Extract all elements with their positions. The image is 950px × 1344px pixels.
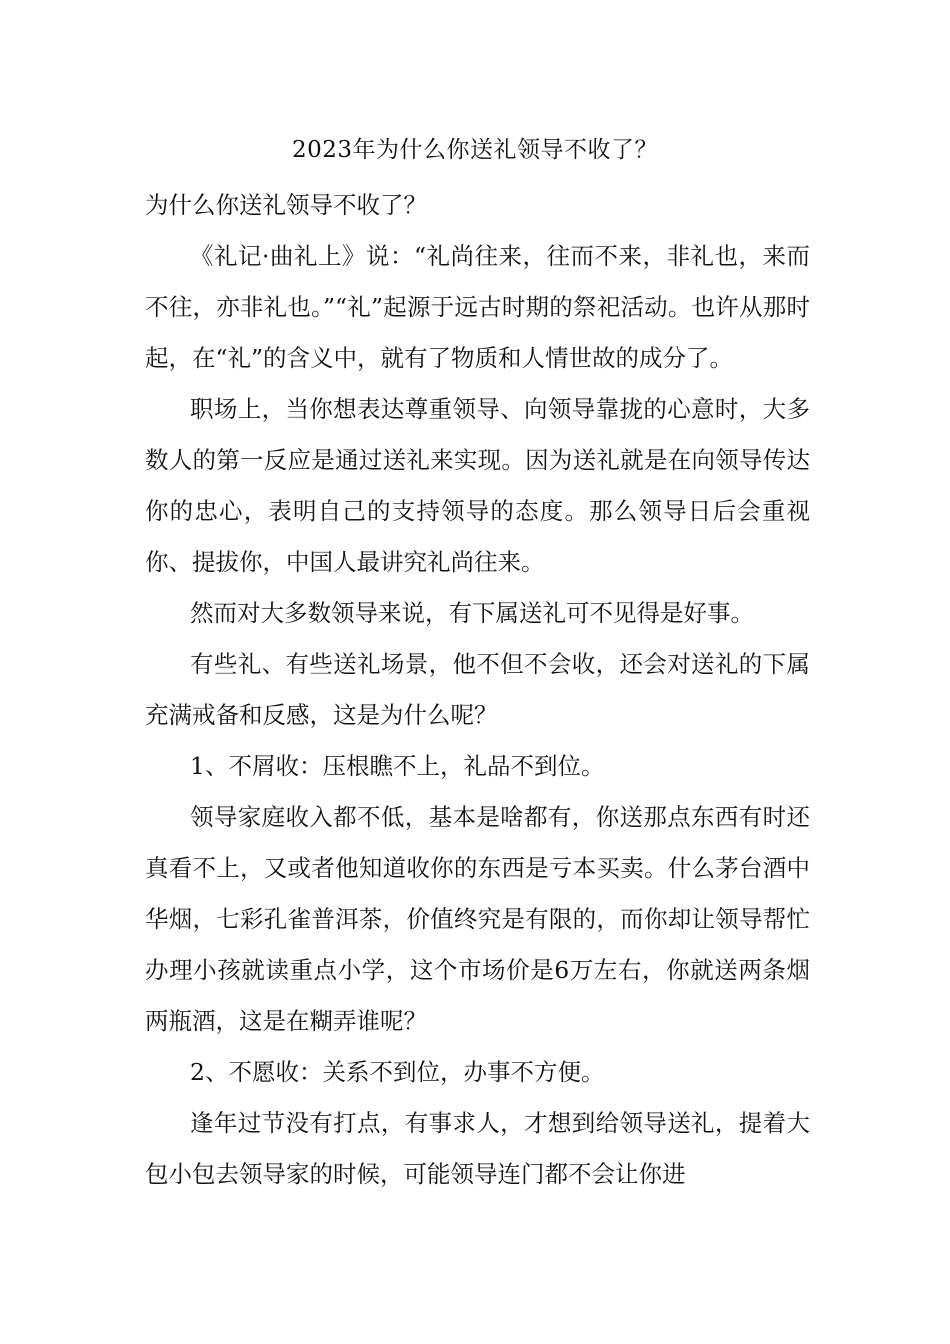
- body-paragraph: 然而对大多数领导来说，有下属送礼可不见得是好事。: [190, 599, 754, 627]
- body-paragraph: 逢年过节没有打点，有事求人，才想到给领导送礼，提着大包小包去领导家的时候，可能领导连门都不会让你进: [145, 1109, 810, 1188]
- section-heading: 2、不愿收：关系不到位，办事不方便。: [190, 1058, 605, 1086]
- body-paragraph: 有些礼、有些送礼场景，他不但不会收，还会对送礼的下属充满戒备和反感，这是为什么呢？: [145, 650, 810, 729]
- body-paragraph: 领导家庭收入都不低，基本是啥都有，你送那点东西有时还真看不上，又或者他知道收你的东西是亏本买卖。什么茅台酒中华烟，七彩孔雀普洱茶，价值终究是有限的，而你却让领导帮忙办理小孩就读重点小学，这个市场价是6万左右，你就送两条烟两瓶酒，这是在糊弄谁呢？: [145, 803, 810, 1035]
- document-body: [145, 180, 810, 1200]
- section-heading: 1、不屑收：压根瞧不上，礼品不到位。: [190, 752, 605, 780]
- document-title: 2023年为什么你送礼领导不收了？: [291, 137, 659, 163]
- body-paragraph: 职场上，当你想表达尊重领导、向领导靠拢的心意时，大多数人的第一反应是通过送礼来实现。因为送礼就是在向领导传达你的忠心，表明自己的支持领导的态度。那么领导日后会重视你、提拔你，中国人最讲究礼尚往来。: [145, 395, 810, 576]
- body-paragraph: 《礼记·曲礼上》说：“礼尚往来，往而不来，非礼也，来而不往，亦非礼也。”“礼”起源于远古时期的祭祀活动。也许从那时起，在“礼”的含义中，就有了物质和人情世故的成分了。: [145, 242, 810, 372]
- subtitle-paragraph: 为什么你送礼领导不收了？: [145, 191, 427, 219]
